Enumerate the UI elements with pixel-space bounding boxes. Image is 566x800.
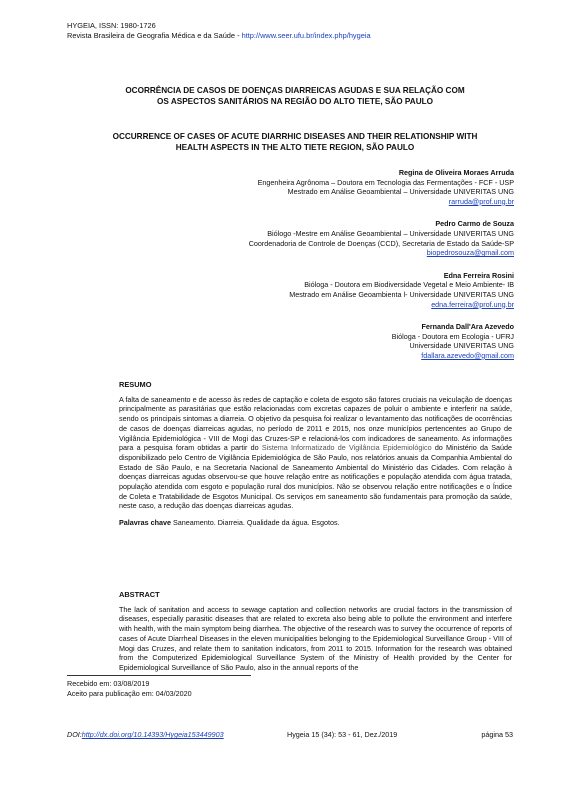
resumo-text-part1: A falta de saneamento e de acesso às redes de captação e coleta de esgoto são fatores cruciais na veiculação de doenças principalmente as parasitárias que estão relacionadas com excretas capazes de poluir o ambiente e interferir na saúde, sendo os principais sintomas a diarreia. O objetivo da pesquisa foi realizar o levantamento das notificações de ocorrências de casos de doenças diarreicas agudas, no período de 2011 e 2015, nos onze municípios pertencentes ao Grupo de Vigilância Epidemiológica - VIII de Mogi das Cruzes-SP e relacioná-los com indicadores de saneamento. As informações para a pesquisa foram obtidas a partir do bbox=[119, 394, 512, 453]
accepted-date: Aceito para publicação em: 04/03/2020 bbox=[67, 689, 192, 698]
author-entry bbox=[94, 322, 514, 360]
title-en-line1: OCCURRENCE OF CASES OF ACUTE DIARRHIC DISEASES AND THEIR RELATIONSHIP WITH bbox=[112, 132, 478, 141]
received-date: Recebido em: 03/08/2019 bbox=[67, 679, 150, 688]
author-email-link[interactable]: fdallara.azevedo@gmail.com bbox=[421, 350, 514, 360]
resumo-heading: RESUMO bbox=[119, 380, 152, 389]
author-name: Fernanda Dall'Ara Azevedo bbox=[421, 322, 514, 332]
author-affiliation: Engenheira Agrônoma – Doutora em Tecnologia das Fermentações - FCF - USP bbox=[257, 177, 514, 187]
journal-name: Revista Brasileira de Geografia Médica e da Saúde - bbox=[67, 31, 242, 40]
author-entry bbox=[94, 168, 514, 206]
journal-name-line bbox=[67, 31, 371, 41]
submission-dates bbox=[67, 679, 192, 699]
title-portuguese bbox=[80, 85, 510, 107]
footnote-divider bbox=[67, 675, 251, 676]
author-affiliation: Mestrado em Análise Geoambienta l- Universidade UNIVERITAS UNG bbox=[289, 289, 514, 299]
abstract-heading: ABSTRACT bbox=[119, 590, 160, 599]
author-affiliation: Mestrado em Análise Geoambiental – Universidade UNIVERITAS UNG bbox=[287, 187, 514, 197]
author-name: Edna Ferreira Rosini bbox=[443, 270, 514, 280]
title-english bbox=[80, 131, 510, 153]
author-affiliation: Bióloga - Doutora em Biodiversidade Vegetal e Meio Ambiente- IB bbox=[304, 280, 514, 290]
author-name: Regina de Oliveira Moraes Arruda bbox=[398, 168, 514, 177]
title-en-line2: HEALTH ASPECTS IN THE ALTO TIETE REGION, SÃO PAULO bbox=[175, 143, 415, 152]
author-affiliation: Coordenadoria de Controle de Doenças (CCD), Secretaria de Estado da Saúde-SP bbox=[248, 238, 514, 248]
journal-header bbox=[67, 21, 371, 41]
abstract-section bbox=[119, 590, 512, 673]
resumo-highlight: Sistema Informatizado de Vigilância Epidemiológico bbox=[261, 443, 432, 453]
doi-link[interactable]: http://dx.doi.org/10.14393/Hygeia153449903 bbox=[81, 730, 224, 739]
citation: Hygeia 15 (34): 53 - 61, Dez./2019 bbox=[287, 730, 398, 739]
resumo-text-part2: do Ministério da Saúde disponibilizado pelo Centro de Vigilância Epidemiológica de São Paulo, nos relatórios anuais da Companhia Ambiental do Estado de São Paulo, e na Secretaria Nacional de Saneamento Ambiental do Ministério das Cidades. Com relação à doenças diarreicas agudas observou-se que houve relação entre as notificações e população atendida com água tratada, população atendida com esgoto e população rural dos municípios. Não se observou relação entre notificações e o Índice de Coleta e Tratabilidade de Esgotos Municipal. Os serviços em saneamento são fundamentais para promoção da saúde, neste caso, a redução das doenças diarreicas agudas. bbox=[119, 443, 512, 511]
author-entry bbox=[94, 219, 514, 257]
title-pt-line2: OS ASPECTOS SANITÁRIOS NA REGIÃO DO ALTO TIETE, SÃO PAULO bbox=[157, 97, 433, 106]
page-number: página 53 bbox=[481, 730, 513, 739]
author-affiliation: Biólogo -Mestre em Análise Geoambiental – Universidade UNIVERITAS UNG bbox=[267, 228, 514, 238]
authors-block bbox=[94, 168, 514, 374]
doi-label: DOI: bbox=[67, 730, 82, 739]
keywords-text: Saneamento. Diarreia. Qualidade da água. Esgotos. bbox=[170, 518, 340, 528]
doi-line bbox=[67, 730, 224, 740]
author-entry bbox=[94, 271, 514, 309]
author-name: Pedro Carmo de Souza bbox=[435, 219, 514, 229]
title-pt-line1: OCORRÊNCIA DE CASOS DE DOENÇAS DIARREICAS AGUDAS E SUA RELAÇÃO COM bbox=[125, 86, 465, 95]
author-affiliation: Bióloga - Doutora em Ecologia - UFRJ bbox=[391, 331, 514, 341]
author-email-link[interactable]: edna.ferreira@prof.ung.br bbox=[431, 299, 514, 309]
author-email-link[interactable]: biopedrosouza@gmail.com bbox=[426, 248, 514, 258]
resumo-text bbox=[119, 395, 512, 511]
keywords-label: Palavras chave bbox=[119, 518, 171, 528]
author-email-link[interactable]: rarruda@prof.ung.br bbox=[448, 196, 514, 206]
abstract-text: The lack of sanitation and access to sewage captation and collection networks are crucial factors in the transmission of diseases, especially parasitic diseases that are related to excreta also being able to pollute the environment and interfere with health, with the main symptom being diarrhea. The objective of the research was to survey the occurrence of reports of cases of Acute Diarrheal Diseases in the eleven municipalities belonging to the Epidemiological Surveillance Group - VIII of Mogi das Cruzes, and relate them to sanitation indicators, from 2011 to 2015. Information for the research was obtained from the Computerized Epidemiological Surveillance System of the Ministry of Health provided by the Center for Epidemiological Surveillance of São Paulo, also in the annual reports of the bbox=[119, 604, 512, 672]
journal-issn: HYGEIA, ISSN: 1980-1726 bbox=[67, 21, 156, 30]
journal-url-link[interactable]: http://www.seer.ufu.br/index.php/hygeia bbox=[241, 31, 371, 40]
resumo-section bbox=[119, 380, 512, 528]
author-affiliation: Universidade UNIVERITAS UNG bbox=[409, 341, 514, 351]
keywords-line bbox=[119, 518, 512, 528]
